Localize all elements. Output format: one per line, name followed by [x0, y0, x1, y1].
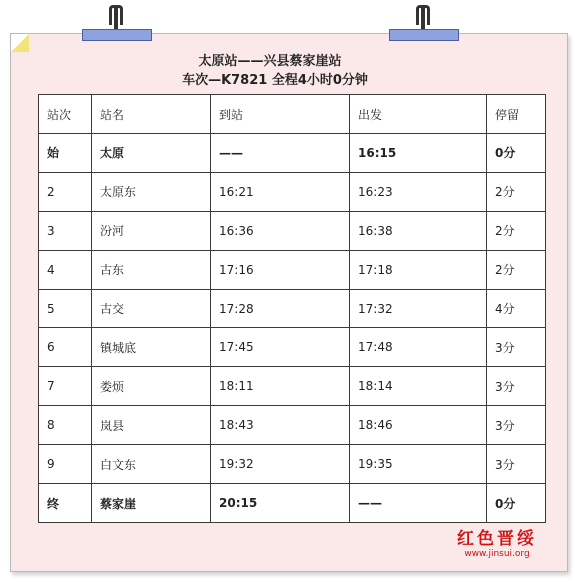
table-row	[39, 445, 546, 484]
cell-stop: 3分	[487, 406, 546, 445]
col-header-depart: 出发	[350, 95, 487, 134]
cell-stop: 2分	[487, 172, 546, 211]
cell-station: 古东	[92, 250, 211, 289]
cell-seq: 5	[39, 289, 92, 328]
clip-stem	[421, 8, 425, 30]
cell-arrive: 17:45	[211, 328, 350, 367]
cell-depart: 16:38	[350, 211, 487, 250]
table-row	[39, 484, 546, 523]
table-header-row	[39, 95, 546, 134]
route-title: 太原站——兴县蔡家崖站	[198, 54, 342, 69]
cell-arrive: 18:43	[211, 406, 350, 445]
col-header-station: 站名	[92, 95, 211, 134]
table-row	[39, 134, 546, 173]
cell-seq: 7	[39, 367, 92, 406]
cell-arrive: 17:16	[211, 250, 350, 289]
cell-depart: ——	[350, 484, 487, 523]
cell-arrive: 20:15	[211, 484, 350, 523]
watermark-brand: 红色晋绥	[457, 529, 537, 549]
cell-seq: 9	[39, 445, 92, 484]
cell-seq: 8	[39, 406, 92, 445]
table-row	[39, 406, 546, 445]
table-row	[39, 172, 546, 211]
cell-station: 蔡家崖	[92, 484, 211, 523]
cell-stop: 3分	[487, 367, 546, 406]
cell-depart: 19:35	[350, 445, 487, 484]
table-row	[39, 328, 546, 367]
cell-arrive: 16:36	[211, 211, 350, 250]
col-header-arrive: 到站	[211, 95, 350, 134]
cell-depart: 18:46	[350, 406, 487, 445]
clip-stem	[114, 8, 118, 30]
table-row	[39, 211, 546, 250]
cell-seq: 3	[39, 211, 92, 250]
cell-arrive: ——	[211, 134, 350, 173]
timetable-title	[120, 52, 420, 90]
cell-station: 太原东	[92, 172, 211, 211]
cell-seq: 始	[39, 134, 92, 173]
cell-depart: 17:32	[350, 289, 487, 328]
folded-corner	[11, 34, 29, 52]
cell-depart: 17:18	[350, 250, 487, 289]
cell-stop: 4分	[487, 289, 546, 328]
cell-station: 太原	[92, 134, 211, 173]
col-header-seq: 站次	[39, 95, 92, 134]
cell-stop: 3分	[487, 445, 546, 484]
cell-station: 白文东	[92, 445, 211, 484]
train-info: 车次—K7821 全程4小时0分钟	[182, 73, 368, 88]
binder-clip-right	[389, 0, 459, 42]
clip-bar	[389, 29, 459, 41]
cell-stop: 0分	[487, 484, 546, 523]
cell-station: 镇城底	[92, 328, 211, 367]
cell-seq: 终	[39, 484, 92, 523]
cell-stop: 2分	[487, 211, 546, 250]
cell-depart: 17:48	[350, 328, 487, 367]
col-header-stop: 停留	[487, 95, 546, 134]
cell-stop: 3分	[487, 328, 546, 367]
cell-arrive: 16:21	[211, 172, 350, 211]
cell-arrive: 17:28	[211, 289, 350, 328]
cell-seq: 4	[39, 250, 92, 289]
cell-seq: 2	[39, 172, 92, 211]
cell-seq: 6	[39, 328, 92, 367]
cell-arrive: 19:32	[211, 445, 350, 484]
timetable	[38, 94, 546, 523]
cell-depart: 18:14	[350, 367, 487, 406]
binder-clip-left	[82, 0, 152, 42]
table-row	[39, 250, 546, 289]
cell-station: 古交	[92, 289, 211, 328]
cell-stop: 0分	[487, 134, 546, 173]
table-body	[39, 134, 546, 523]
cell-depart: 16:23	[350, 172, 487, 211]
table-row	[39, 367, 546, 406]
table-row	[39, 289, 546, 328]
cell-station: 娄烦	[92, 367, 211, 406]
watermark-url: www.jinsui.org	[464, 549, 530, 559]
cell-station: 岚县	[92, 406, 211, 445]
cell-arrive: 18:11	[211, 367, 350, 406]
watermark	[447, 529, 547, 560]
cell-depart: 16:15	[350, 134, 487, 173]
cell-stop: 2分	[487, 250, 546, 289]
clip-bar	[82, 29, 152, 41]
cell-station: 汾河	[92, 211, 211, 250]
